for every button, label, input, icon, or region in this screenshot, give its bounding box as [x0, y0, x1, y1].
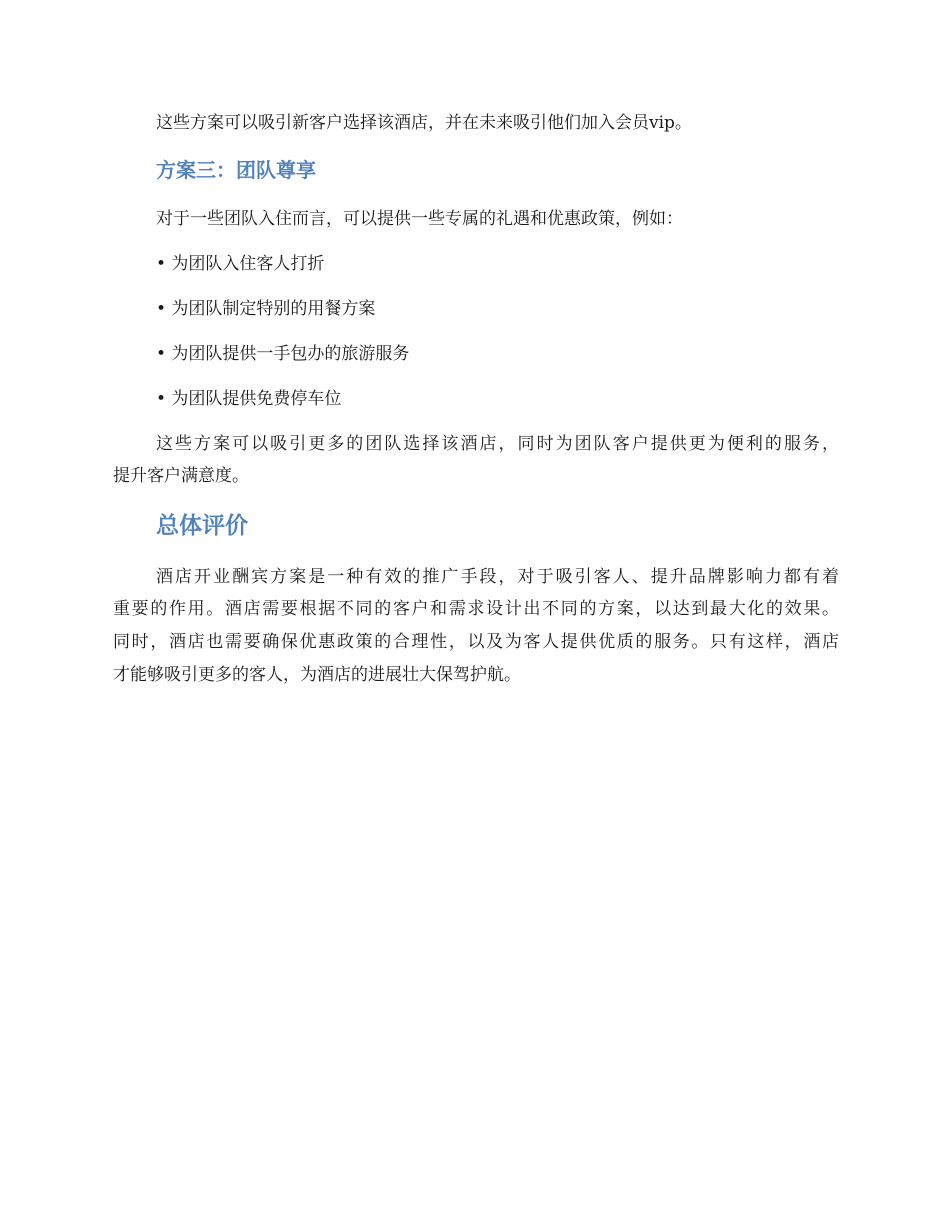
bullet-item: • 为团队制定特别的用餐方案 — [156, 299, 376, 319]
overall-paragraph-line: 酒店开业酬宾方案是一种有效的推广手段，对于吸引客人、提升品牌影响力都有着 — [156, 567, 839, 587]
bullet-item: • 为团队提供一手包办的旅游服务 — [156, 344, 410, 364]
overall-paragraph-line: 才能够吸引更多的客人，为酒店的进展壮大保驾护航。 — [113, 665, 521, 685]
bullet-item: • 为团队提供免费停车位 — [156, 389, 342, 409]
plan-three-summary-line: 这些方案可以吸引更多的团队选择该酒店，同时为团队客户提供更为便利的服务， — [156, 434, 839, 454]
plan-three-heading: 方案三：团队尊享 — [156, 158, 316, 182]
bullet-item: • 为团队入住客人打折 — [156, 254, 325, 274]
overall-paragraph-line: 重要的作用。酒店需要根据不同的客户和需求设计出不同的方案，以达到最大化的效果。 — [113, 599, 839, 619]
overall-paragraph-line: 同时，酒店也需要确保优惠政策的合理性，以及为客人提供优质的服务。只有这样，酒店 — [113, 632, 839, 652]
section-closing-paragraph: 这些方案可以吸引新客户选择该酒店，并在未来吸引他们加入会员vip。 — [156, 113, 692, 133]
plan-three-summary-line: 提升客户满意度。 — [113, 466, 249, 486]
overall-heading: 总体评价 — [156, 513, 248, 539]
plan-three-intro: 对于一些团队入住而言，可以提供一些专属的礼遇和优惠政策，例如： — [156, 209, 683, 229]
